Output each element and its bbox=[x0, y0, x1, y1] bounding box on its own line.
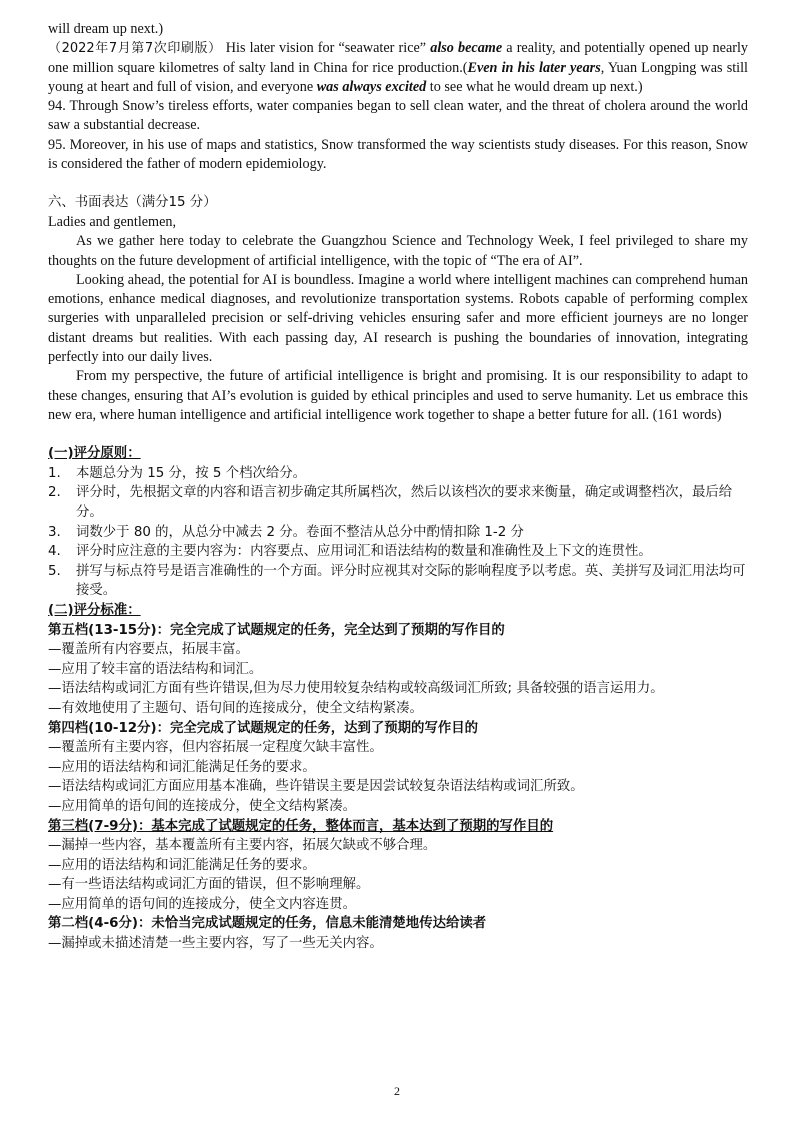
rule-item bbox=[48, 464, 748, 484]
essay-paragraph-2: Looking ahead, the potential for AI is boundless. Imagine a world where intelligent machines can comprehend human emotions, enhance medical diagnoses, and revolutionize transportation systems. Robots capable of performing complex surgeries with unparalleled precision or self-driving vehicles ensuring safer and more efficient journeys are no longer distant dreams but realities. With each passing day, AI research is pushing the boundaries of innovation, integrating perfectly into our daily lives. bbox=[48, 271, 748, 366]
rule-item bbox=[48, 483, 748, 522]
rule-text: 评分时，先根据文章的内容和语言初步确定其所属档次，然后以该档次的要求来衡量，确定或调整档次，最后给分。 bbox=[76, 485, 733, 521]
rule-item bbox=[48, 523, 748, 543]
rule-number: 3. bbox=[48, 524, 61, 540]
level-3-item: —应用的语法结构和词汇能满足任务的要求。 bbox=[48, 857, 316, 873]
rule-number: 5. bbox=[48, 563, 61, 579]
answer-text: His later vision for “seawater rice” bbox=[221, 40, 431, 57]
rule-text: 拼写与标点符号是语言准确性的一个方面。评分时应视其对交际的影响程度予以考虑。英、美拼写及词汇用法均可接受。 bbox=[76, 563, 746, 599]
salutation: Ladies and gentlemen, bbox=[48, 213, 177, 230]
level-3-title: 第三档(7-9分)：基本完成了试题规定的任务，整体而言，基本达到了预期的写作目的 bbox=[48, 818, 554, 834]
answer-text: to see what he would dream up next.) bbox=[426, 78, 643, 95]
level-5-item: —覆盖所有内容要点，拓展丰富。 bbox=[48, 642, 249, 658]
rule-text: 本题总分为 15 分，按 5 个档次给分。 bbox=[76, 465, 307, 481]
level-3-item: —有一些语法结构或词汇方面的错误，但不影响理解。 bbox=[48, 877, 370, 893]
answer-highlight: was always excited bbox=[316, 78, 427, 95]
answer-text: , Yuan Longping was still young at heart and full of vision, and everyone bbox=[48, 59, 748, 95]
standards-title: (二)评分标准： bbox=[48, 602, 141, 618]
level-5-title: 第五档(13-15分)：完全完成了试题规定的任务，完全达到了预期的写作目的 bbox=[48, 622, 505, 638]
rule-text: 评分时应注意的主要内容为：内容要点、应用词汇和语法结构的数量和准确性及上下文的连贯性。 bbox=[76, 544, 652, 560]
answer-95: 95. Moreover, in his use of maps and statistics, Snow transformed the way scientists study diseases. For this reason, Snow is considered the father of modern epidemiology. bbox=[48, 136, 748, 173]
level-2-item: —漏掉或未描述清楚一些主要内容，写了一些无关内容。 bbox=[48, 936, 383, 952]
level-2-title: 第二档(4-6分)：未恰当完成试题规定的任务，信息未能清楚地传达给读者 bbox=[48, 916, 487, 932]
rule-number: 2. bbox=[48, 485, 61, 501]
essay-paragraph-1: As we gather here today to celebrate the Guangzhou Science and Technology Week, I feel privileged to share my thoughts on the future development of artificial intelligence, with the topic of “The era of AI”. bbox=[48, 233, 748, 269]
answer-94: 94. Through Snow’s tireless efforts, water companies began to sell clean water, and the threat of cholera around the world saw a substantial decrease. bbox=[48, 98, 748, 134]
rules-list bbox=[48, 464, 748, 601]
level-4-item: —应用简单的语句间的连接成分，使全文结构紧凑。 bbox=[48, 798, 356, 814]
rule-item bbox=[48, 562, 748, 601]
rule-text: 词数少于 80 的，从总分中减去 2 分。卷面不整洁从总分中酌情扣除 1-2 分 bbox=[76, 524, 524, 540]
page-number: 2 bbox=[394, 1084, 400, 1098]
level-4-item: —语法结构或词汇方面应用基本准确，些许错误主要是因尝试较复杂语法结构或词汇所致。 bbox=[48, 779, 584, 795]
level-3-item: —应用简单的语句间的连接成分，使全文内容连贯。 bbox=[48, 896, 356, 912]
section-title: 六、书面表达（满分15 分） bbox=[48, 195, 217, 211]
alt-version-prefix: （2022年7月第7次印刷版） bbox=[48, 41, 222, 57]
document-page bbox=[48, 20, 748, 954]
answer-text: a reality, and potentially opened up nearly one million square kilometres of salty land in China for rice production.( bbox=[48, 40, 748, 76]
rule-number: 4. bbox=[48, 544, 61, 560]
level-4-item: —覆盖所有主要内容，但内容拓展一定程度欠缺丰富性。 bbox=[48, 740, 383, 756]
level-5-item: —语法结构或词汇方面有些许错误,但为尽力使用较复杂结构或较高级词汇所致; 具备较强的语言运用力。 bbox=[48, 681, 664, 697]
level-4-item: —应用的语法结构和词汇能满足任务的要求。 bbox=[48, 759, 316, 775]
rule-number: 1. bbox=[48, 465, 61, 481]
answer-highlight: also became bbox=[430, 40, 503, 57]
answer-continuation: will dream up next.) bbox=[48, 21, 164, 37]
level-4-title: 第四档(10-12分)：完全完成了试题规定的任务，达到了预期的写作目的 bbox=[48, 720, 479, 736]
level-3-item: —漏掉一些内容，基本覆盖所有主要内容，拓展欠缺或不够合理。 bbox=[48, 838, 437, 854]
alt-version-answer bbox=[48, 39, 748, 97]
answer-highlight: Even in his later years bbox=[467, 59, 601, 76]
principles-title: (一)评分原则： bbox=[48, 446, 141, 462]
level-5-item: —有效地使用了主题句、语句间的连接成分，使全文结构紧凑。 bbox=[48, 700, 423, 716]
essay-paragraph-3: From my perspective, the future of artificial intelligence is bright and promising. It is our responsibility to adapt to these changes, ensuring that AI’s evolution is guided by ethical principles and used to serve humanity. Let us embrace this new era, where human intelligence and artificial intelligence work together to shape a better future for all. (161 words) bbox=[48, 368, 748, 423]
level-5-item: —应用了较丰富的语法结构和词汇。 bbox=[48, 661, 263, 677]
rule-item bbox=[48, 542, 748, 562]
